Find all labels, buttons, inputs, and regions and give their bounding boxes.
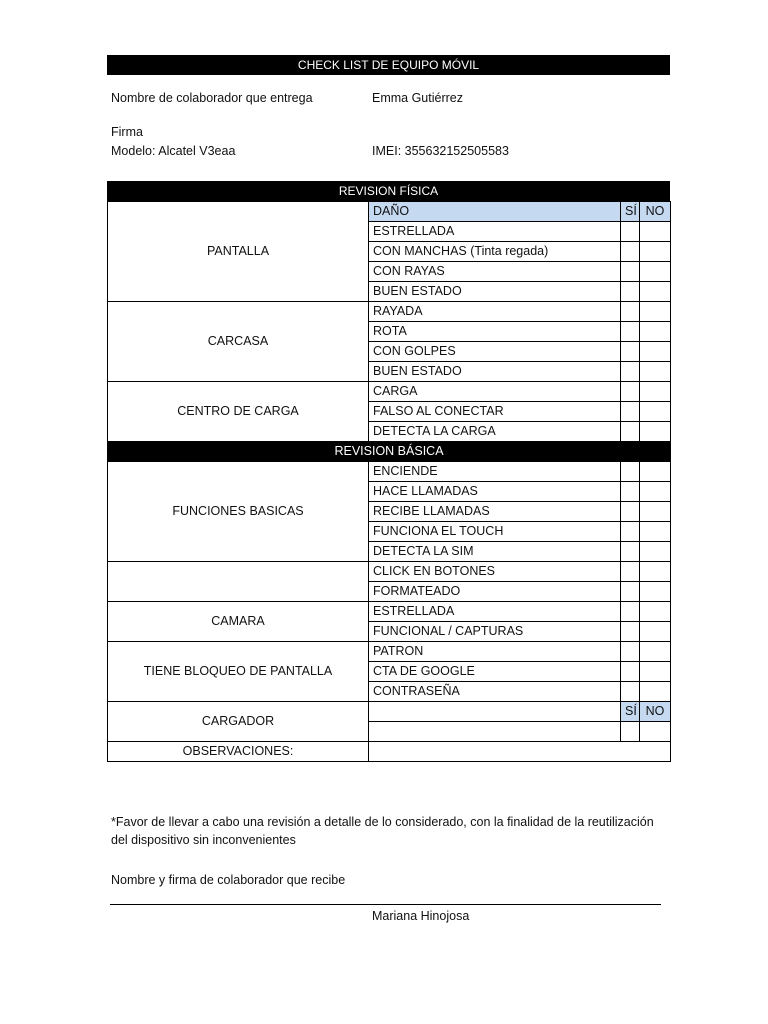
category-cell: FUNCIONES BASICAS [108, 462, 369, 562]
item-label: FORMATEADO [369, 582, 621, 602]
no-checkbox-cell[interactable] [640, 362, 671, 382]
yes-checkbox-cell[interactable] [621, 602, 640, 622]
table-row [108, 642, 671, 662]
table-header-row [108, 202, 671, 222]
item-label: ENCIENDE [369, 462, 621, 482]
yes-column-header: SÍ [621, 202, 640, 222]
yes-checkbox-cell[interactable] [621, 662, 640, 682]
damage-column-header: DAÑO [369, 202, 621, 222]
no-checkbox-cell[interactable] [640, 722, 671, 742]
item-label: DETECTA LA CARGA [369, 422, 621, 442]
yes-checkbox-cell[interactable] [621, 482, 640, 502]
item-label: FUNCIONAL / CAPTURAS [369, 622, 621, 642]
item-label: FUNCIONA EL TOUCH [369, 522, 621, 542]
table-row [108, 562, 671, 582]
no-checkbox-cell[interactable] [640, 382, 671, 402]
no-checkbox-cell[interactable] [640, 622, 671, 642]
item-label: ESTRELLADA [369, 222, 621, 242]
signature-line [110, 904, 661, 905]
yes-checkbox-cell[interactable] [621, 722, 640, 742]
item-label: RECIBE LLAMADAS [369, 502, 621, 522]
category-cell: CARCASA [108, 302, 369, 382]
firma-label: Firma [111, 125, 143, 139]
yes-checkbox-cell[interactable] [621, 402, 640, 422]
yes-checkbox-cell[interactable] [621, 522, 640, 542]
no-column-header: NO [640, 702, 671, 722]
footer-note-line2: del dispositivo sin inconvenientes [111, 833, 296, 847]
no-checkbox-cell[interactable] [640, 222, 671, 242]
item-label: CTA DE GOOGLE [369, 662, 621, 682]
checklist-table [107, 201, 671, 762]
no-checkbox-cell[interactable] [640, 662, 671, 682]
section-row [108, 442, 671, 462]
item-label: ROTA [369, 322, 621, 342]
item-label: CONTRASEÑA [369, 682, 621, 702]
no-checkbox-cell[interactable] [640, 522, 671, 542]
no-checkbox-cell[interactable] [640, 242, 671, 262]
item-label: CLICK EN BOTONES [369, 562, 621, 582]
yes-checkbox-cell[interactable] [621, 642, 640, 662]
yes-checkbox-cell[interactable] [621, 682, 640, 702]
no-checkbox-cell[interactable] [640, 482, 671, 502]
no-checkbox-cell[interactable] [640, 342, 671, 362]
yes-checkbox-cell[interactable] [621, 622, 640, 642]
no-checkbox-cell[interactable] [640, 602, 671, 622]
item-label: BUEN ESTADO [369, 362, 621, 382]
yes-checkbox-cell[interactable] [621, 502, 640, 522]
observaciones-field[interactable] [369, 742, 671, 762]
footer-note: *Favor de llevar a cabo una revisión a detalle de lo considerado, con la finalidad de la reutilización [111, 815, 654, 829]
item-label: BUEN ESTADO [369, 282, 621, 302]
no-checkbox-cell[interactable] [640, 322, 671, 342]
category-cell [108, 562, 369, 602]
yes-checkbox-cell[interactable] [621, 462, 640, 482]
no-checkbox-cell[interactable] [640, 302, 671, 322]
cargador-blank-cell[interactable] [369, 702, 621, 722]
yes-checkbox-cell[interactable] [621, 362, 640, 382]
no-column-header: NO [640, 202, 671, 222]
category-cell: PANTALLA [108, 202, 369, 302]
item-label: ESTRELLADA [369, 602, 621, 622]
yes-checkbox-cell[interactable] [621, 302, 640, 322]
no-checkbox-cell[interactable] [640, 422, 671, 442]
item-label: CON RAYAS [369, 262, 621, 282]
no-checkbox-cell[interactable] [640, 642, 671, 662]
category-cell-observaciones: OBSERVACIONES: [108, 742, 369, 762]
yes-checkbox-cell[interactable] [621, 342, 640, 362]
no-checkbox-cell[interactable] [640, 502, 671, 522]
item-label: RAYADA [369, 302, 621, 322]
category-cell: TIENE BLOQUEO DE PANTALLA [108, 642, 369, 702]
yes-checkbox-cell[interactable] [621, 582, 640, 602]
yes-checkbox-cell[interactable] [621, 382, 640, 402]
yes-checkbox-cell[interactable] [621, 222, 640, 242]
yes-checkbox-cell[interactable] [621, 282, 640, 302]
document-title: CHECK LIST DE EQUIPO MÓVIL [107, 55, 670, 75]
no-checkbox-cell[interactable] [640, 402, 671, 422]
yes-column-header: SÍ [621, 702, 640, 722]
section-title-fisica: REVISION FÍSICA [107, 181, 670, 201]
category-cell: CENTRO DE CARGA [108, 382, 369, 442]
table-row [108, 302, 671, 322]
yes-checkbox-cell[interactable] [621, 542, 640, 562]
no-checkbox-cell[interactable] [640, 282, 671, 302]
section-title-basica: REVISION BÁSICA [108, 442, 671, 462]
no-checkbox-cell[interactable] [640, 682, 671, 702]
no-checkbox-cell[interactable] [640, 262, 671, 282]
observaciones-row [108, 742, 671, 762]
table-row [108, 602, 671, 622]
item-label: FALSO AL CONECTAR [369, 402, 621, 422]
no-checkbox-cell[interactable] [640, 562, 671, 582]
item-label: DETECTA LA SIM [369, 542, 621, 562]
item-label: CON MANCHAS (Tinta regada) [369, 242, 621, 262]
table-row [108, 382, 671, 402]
item-label: PATRON [369, 642, 621, 662]
yes-checkbox-cell[interactable] [621, 262, 640, 282]
yes-checkbox-cell[interactable] [621, 322, 640, 342]
table-row [108, 462, 671, 482]
modelo-label: Modelo: Alcatel V3eaa [111, 144, 236, 158]
no-checkbox-cell[interactable] [640, 582, 671, 602]
cargador-input-cell[interactable] [369, 722, 621, 742]
category-cell-cargador: CARGADOR [108, 702, 369, 742]
recibe-label: Nombre y firma de colaborador que recibe [111, 873, 346, 887]
category-cell: CAMARA [108, 602, 369, 642]
entrega-value: Emma Gutiérrez [372, 91, 463, 105]
yes-checkbox-cell[interactable] [621, 562, 640, 582]
no-checkbox-cell[interactable] [640, 462, 671, 482]
item-label: CON GOLPES [369, 342, 621, 362]
cargador-row [108, 702, 671, 722]
item-label: HACE LLAMADAS [369, 482, 621, 502]
yes-checkbox-cell[interactable] [621, 422, 640, 442]
entrega-label: Nombre de colaborador que entrega [111, 91, 313, 105]
no-checkbox-cell[interactable] [640, 542, 671, 562]
item-label: CARGA [369, 382, 621, 402]
imei-label: IMEI: 355632152505583 [372, 144, 509, 158]
recibe-value: Mariana Hinojosa [372, 909, 470, 923]
yes-checkbox-cell[interactable] [621, 242, 640, 262]
